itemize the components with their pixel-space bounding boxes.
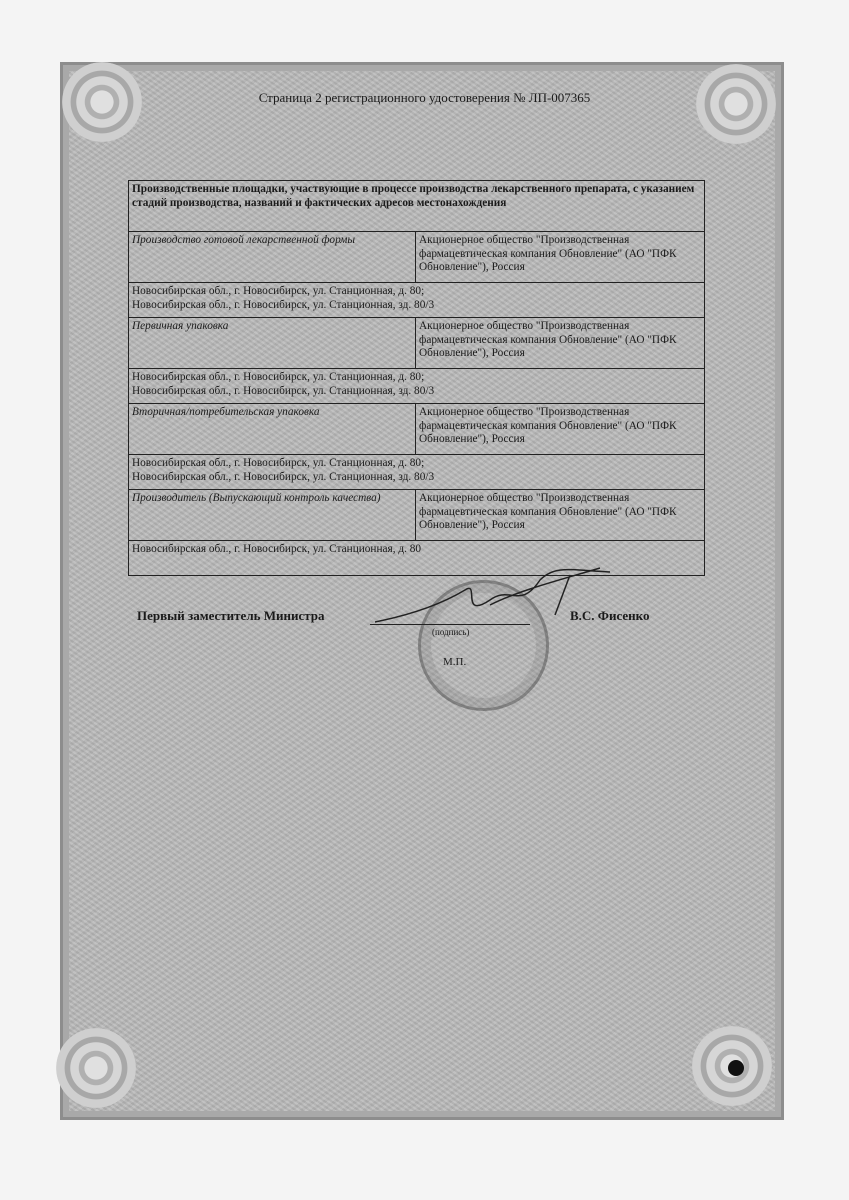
table-row [129,232,705,283]
stage-cell: Вторичная/потребительская упаковка [129,404,416,455]
stage-cell: Производитель (Выпускающий контроль качества) [129,490,416,541]
stage-cell: Первичная упаковка [129,318,416,369]
address-row [129,283,705,318]
address-row [129,455,705,490]
page-title: Страница 2 регистрационного удостоверения № ЛП-007365 [258,90,591,105]
signatory-position: Первый заместитель Министра [137,608,325,623]
punch-hole [728,1060,744,1076]
address-cell: Новосибирская обл., г. Новосибирск, ул. Станционная, д. 80; Новосибирская обл., г. Новосибирск, ул. Станционная, зд. 80/3 [129,283,705,318]
table-row [129,318,705,369]
stamp-place: М.П. [443,656,467,668]
corner-rosette-bottom-left [56,1028,136,1108]
stage-cell: Производство готовой лекарственной формы [129,232,416,283]
production-sites-table [128,180,705,576]
table-header: Производственные площадки, участвующие в процессе производства лекарственного препарата, с указанием стадий производства, названий и фактических адресов местонахождения [129,181,705,232]
address-row [129,369,705,404]
signature-line [370,624,530,625]
signature-caption: (подпись) [432,627,470,637]
address-cell: Новосибирская обл., г. Новосибирск, ул. Станционная, д. 80; Новосибирская обл., г. Новосибирск, ул. Станционная, зд. 80/3 [129,455,705,490]
table-row [129,404,705,455]
address-cell: Новосибирская обл., г. Новосибирск, ул. Станционная, д. 80 [129,541,705,576]
address-cell: Новосибирская обл., г. Новосибирск, ул. Станционная, д. 80; Новосибирская обл., г. Новосибирск, ул. Станционная, зд. 80/3 [129,369,705,404]
table-row [129,490,705,541]
company-cell: Акционерное общество "Производственная фармацевтическая компания Обновление" (АО "ПФК Обновление"), Россия [416,232,705,283]
signatory-name: В.С. Фисенко [570,608,650,623]
company-cell: Акционерное общество "Производственная фармацевтическая компания Обновление" (АО "ПФК Обновление"), Россия [416,318,705,369]
company-cell: Акционерное общество "Производственная фармацевтическая компания Обновление" (АО "ПФК Обновление"), Россия [416,404,705,455]
company-cell: Акционерное общество "Производственная фармацевтическая компания Обновление" (АО "ПФК Обновление"), Россия [416,490,705,541]
